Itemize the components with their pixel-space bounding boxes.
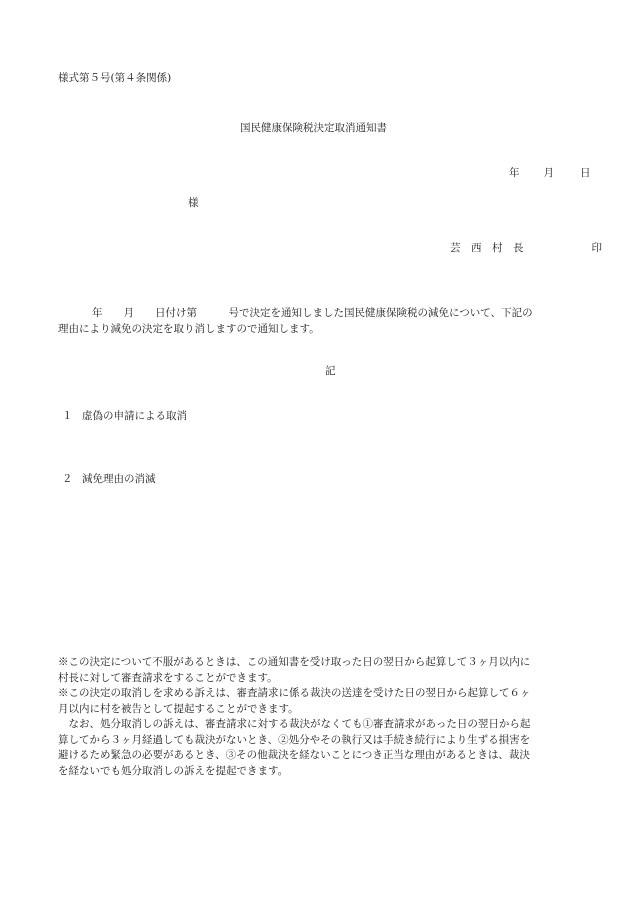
addressee-suffix: 様 — [188, 197, 199, 209]
note-1-line-1: ※この決定について不服があるときは、この通知書を受け取った日の翌日から起算して３ヶ月以内に — [58, 656, 531, 668]
body-line-2: 理由により減免の決定を取り消しますので通知します。 — [58, 323, 320, 335]
note-3-line-4: を経ないでも処分取消しの訴えを提起できます。 — [58, 764, 289, 777]
note-3-line-2: 算してから３ヶ月経過しても裁決がないとき、②処分やその執行又は手続き続行により生ずる損害を — [58, 733, 531, 746]
reason-item-2 — [62, 474, 156, 485]
date-year-label: 年 — [509, 167, 520, 179]
ki-heading: 記 — [325, 365, 336, 377]
body-line-1: 年 月 日付け第 号で決定を通知しました国民健康保険税の減免について、下記の — [92, 307, 533, 319]
date-month-label: 月 — [543, 167, 554, 179]
issuer — [450, 243, 602, 254]
note-2-line-2: 月以内に村を被告として提起することができます。 — [58, 702, 299, 715]
reason-item-text: 虚偽の申請による取消 — [82, 410, 187, 422]
date-day-label: 日 — [580, 167, 591, 179]
reason-item-text: 減免理由の消滅 — [82, 473, 156, 485]
form-number: 様式第５号(第４条関係) — [58, 72, 172, 84]
reason-item-number: １ — [62, 410, 73, 422]
document-title: 国民健康保険税決定取消通知書 — [240, 122, 387, 134]
reason-item-number: ２ — [62, 473, 73, 485]
issuer-name: 芸 西 村 長 — [450, 242, 524, 254]
note-1-line-2: 村長に対して審査請求をすることができます。 — [58, 671, 278, 684]
body-paragraph — [58, 305, 592, 337]
note-3-line-3: 避けるため緊急の必要があるとき、③その他裁決を経ないことにつき正当な理由があるときは、裁決 — [58, 749, 530, 761]
reason-item-1 — [62, 411, 187, 422]
note-2-line-1: ※この決定の取消しを求める訴えは、審査請求に係る裁決の送達を受けた日の翌日から起算して６ヶ — [58, 687, 531, 699]
date-line — [509, 168, 591, 179]
issuer-seal: 印 — [591, 242, 602, 254]
note-3-line-1: なお、処分取消しの訴えは、審査請求に対する裁決がなくても①審査請求があった日の翌日から起 — [58, 718, 531, 730]
notes-section — [58, 655, 594, 779]
